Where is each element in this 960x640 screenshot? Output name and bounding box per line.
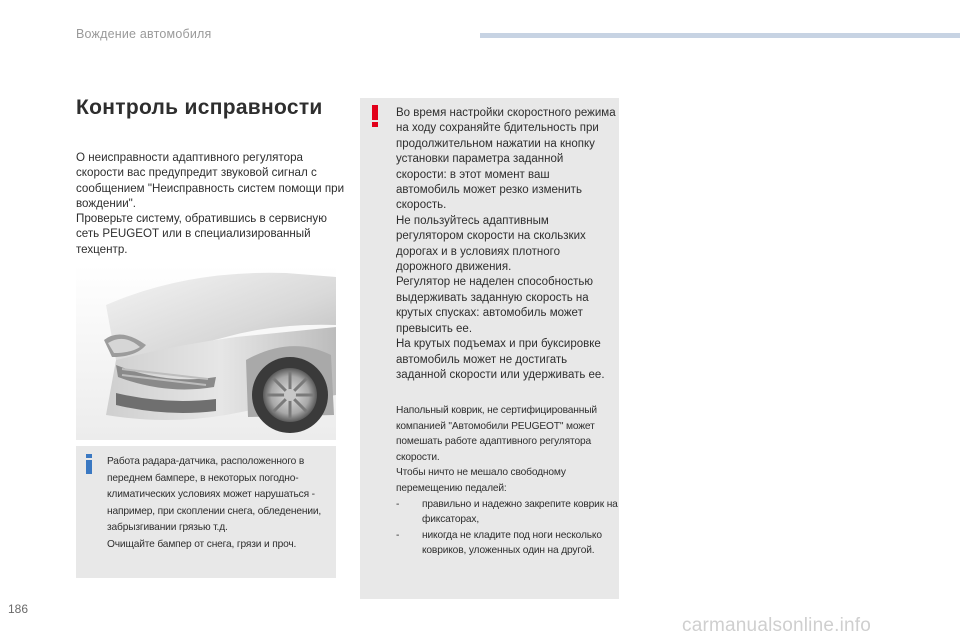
- list-dash: -: [396, 498, 400, 510]
- list-dash: -: [396, 529, 400, 541]
- intro-paragraph: О неисправности адаптивного регулятора скорости вас предупредит звуковой сигнал с сообщением "Неисправность систем помощи при вождении".: [76, 151, 345, 210]
- list-item-text: правильно и надежно закрепите коврик на фиксаторах,: [422, 498, 618, 526]
- warning-paragraph: На крутых подъемах и при буксировке автомобиль может не достигать заданной скорости или удерживать ее.: [396, 338, 605, 381]
- warning-icon: [370, 105, 380, 127]
- header-bar: [480, 33, 960, 38]
- mat-paragraph: Чтобы ничто не мешало свободному перемещению педалей:: [396, 467, 566, 494]
- page-title: Контроль исправности: [76, 96, 323, 119]
- floor-mat-note: [396, 403, 618, 559]
- info-icon: [84, 454, 94, 474]
- warning-paragraph: Регулятор не наделен способностью выдерживать заданную скорость на крутых спусках: автомобиль может превысить ее.: [396, 276, 593, 335]
- list-item: [396, 528, 618, 559]
- intro-paragraph: Проверьте систему, обратившись в сервисную сеть PEUGEOT или в специализированный техцентр.: [76, 212, 327, 256]
- watermark: carmanualsonline.info: [682, 615, 872, 636]
- intro-text: [76, 150, 351, 257]
- warning-paragraph: Не пользуйтесь адаптивным регулятором скорости на скользких дорогах и в условиях плотного дорожного движения.: [396, 214, 586, 274]
- warning-text: [396, 106, 616, 383]
- list-item: [396, 497, 618, 528]
- info-box: [76, 446, 336, 578]
- list-item-text: никогда не кладите под ноги несколько ковриков, уложенных один на другой.: [422, 529, 602, 557]
- page-number: 186: [8, 602, 29, 616]
- warning-paragraph: Во время настройки скоростного режима на ходу сохраняйте бдительность при продолжительном нажатии на кнопку установки параметра заданной скорости: в этот момент ваш автомобиль может резко изменить скорость.: [396, 107, 616, 212]
- section-header: Вождение автомобиля: [76, 27, 212, 41]
- mat-paragraph: Напольный коврик, не сертифицированный компанией "Автомобили PEUGEOT" может помешать работе адаптивного регулятора скорости.: [396, 405, 597, 463]
- warning-box: [360, 98, 619, 599]
- car-front-bumper-image: [76, 265, 336, 440]
- info-text: [107, 454, 329, 554]
- mat-list: [396, 497, 618, 559]
- info-paragraph: Работа радара-датчика, расположенного в переднем бампере, в некоторых погодно-климатических условиях может нарушаться - например, при скоплении снега, обледенении, забрызгивании грязью т.д.: [107, 456, 322, 534]
- info-paragraph: Очищайте бампер от снега, грязи и проч.: [107, 538, 297, 550]
